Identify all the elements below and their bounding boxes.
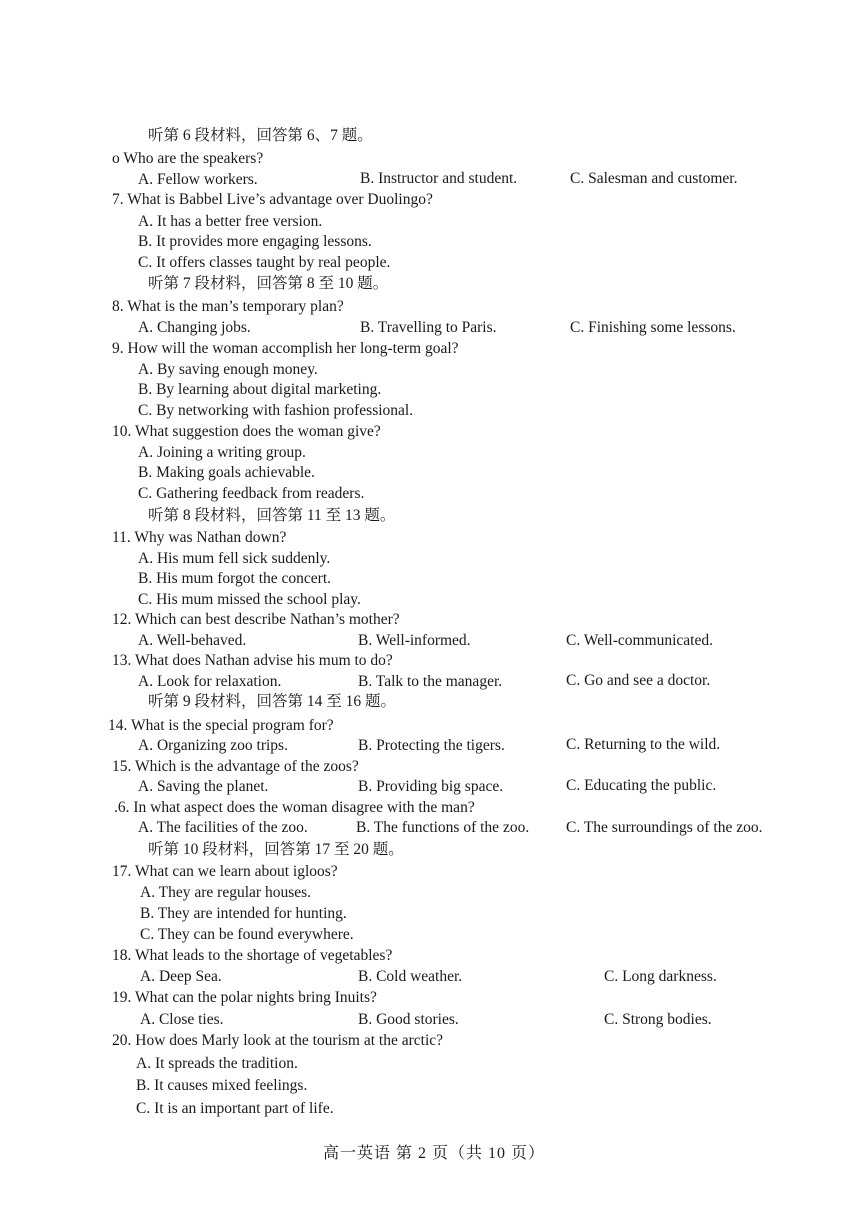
question-17: 17. What can we learn about igloos?: [112, 863, 338, 880]
option-11b: B. His mum forgot the concert.: [138, 570, 332, 587]
question-7: 7. What is Babbel Live’s advantage over Duolingo?: [112, 191, 433, 208]
option-7c: C. It offers classes taught by real people.: [138, 254, 391, 271]
question-13: 13. What does Nathan advise his mum to do?: [112, 652, 393, 669]
option-15b: B. Providing big space.: [358, 778, 504, 795]
option-13b: B. Talk to the manager.: [358, 673, 503, 690]
option-8c: C. Finishing some lessons.: [570, 319, 736, 336]
page-footer: 高一英语 第 2 页（共 10 页）: [322, 1145, 545, 1162]
section-heading-10: 听第 10 段材料，回答第 17 至 20 题。: [148, 841, 404, 858]
option-19b: B. Good stories.: [358, 1011, 459, 1028]
option-14b: B. Protecting the tigers.: [358, 737, 505, 754]
option-10a: A. Joining a writing group.: [138, 444, 306, 461]
question-14: 14. What is the special program for?: [108, 717, 334, 734]
option-14c: C. Returning to the wild.: [566, 736, 721, 753]
question-10: 10. What suggestion does the woman give?: [112, 423, 381, 440]
question-19: 19. What can the polar nights bring Inuits?: [112, 989, 377, 1006]
option-6b: B. Instructor and student.: [360, 170, 518, 187]
option-16c: C. The surroundings of the zoo.: [566, 819, 763, 836]
option-20a: A. It spreads the tradition.: [136, 1055, 298, 1072]
question-12: 12. Which can best describe Nathan’s mother?: [112, 611, 400, 628]
option-11a: A. His mum fell sick suddenly.: [138, 550, 331, 567]
question-11: 11. Why was Nathan down?: [112, 529, 287, 546]
option-7b: B. It provides more engaging lessons.: [138, 233, 372, 250]
option-15c: C. Educating the public.: [566, 777, 717, 794]
option-7a: A. It has a better free version.: [138, 213, 323, 230]
question-9: 9. How will the woman accomplish her long-term goal?: [112, 340, 459, 357]
option-20c: C. It is an important part of life.: [136, 1100, 334, 1117]
option-17c: C. They can be found everywhere.: [140, 926, 354, 943]
option-18c: C. Long darkness.: [604, 968, 717, 985]
section-heading-6: 听第 6 段材料，回答第 6、7 题。: [148, 127, 373, 144]
option-16a: A. The facilities of the zoo.: [138, 819, 308, 836]
option-18b: B. Cold weather.: [358, 968, 463, 985]
option-12a: A. Well-behaved.: [138, 632, 247, 649]
question-16: .6. In what aspect does the woman disagree with the man?: [114, 799, 475, 816]
section-heading-9: 听第 9 段材料，回答第 14 至 16 题。: [148, 693, 397, 710]
option-8b: B. Travelling to Paris.: [360, 319, 497, 336]
section-heading-7: 听第 7 段材料，回答第 8 至 10 题。: [148, 275, 389, 292]
option-10c: C. Gathering feedback from readers.: [138, 485, 365, 502]
option-12b: B. Well-informed.: [358, 632, 471, 649]
option-13a: A. Look for relaxation.: [138, 673, 282, 690]
option-6a: A. Fellow workers.: [138, 171, 258, 188]
option-20b: B. It causes mixed feelings.: [136, 1077, 308, 1094]
option-6c: C. Salesman and customer.: [570, 170, 738, 187]
option-14a: A. Organizing zoo trips.: [138, 737, 288, 754]
option-9c: C. By networking with fashion professional.: [138, 402, 414, 419]
question-8: 8. What is the man’s temporary plan?: [112, 298, 344, 315]
option-17b: B. They are intended for hunting.: [140, 905, 347, 922]
option-9b: B. By learning about digital marketing.: [138, 381, 382, 398]
option-9a: A. By saving enough money.: [138, 361, 318, 378]
option-11c: C. His mum missed the school play.: [138, 591, 361, 608]
option-16b: B. The functions of the zoo.: [356, 819, 530, 836]
question-18: 18. What leads to the shortage of vegetables?: [112, 947, 393, 964]
section-heading-8: 听第 8 段材料，回答第 11 至 13 题。: [148, 507, 396, 524]
option-18a: A. Deep Sea.: [140, 968, 222, 985]
option-19c: C. Strong bodies.: [604, 1011, 712, 1028]
option-19a: A. Close ties.: [140, 1011, 224, 1028]
option-17a: A. They are regular houses.: [140, 884, 312, 901]
option-13c: C. Go and see a doctor.: [566, 672, 711, 689]
question-15: 15. Which is the advantage of the zoos?: [112, 758, 359, 775]
option-8a: A. Changing jobs.: [138, 319, 251, 336]
option-15a: A. Saving the planet.: [138, 778, 269, 795]
question-6: o Who are the speakers?: [112, 150, 264, 167]
option-12c: C. Well-communicated.: [566, 632, 713, 649]
option-10b: B. Making goals achievable.: [138, 464, 315, 481]
question-20: 20. How does Marly look at the tourism at the arctic?: [112, 1032, 444, 1049]
